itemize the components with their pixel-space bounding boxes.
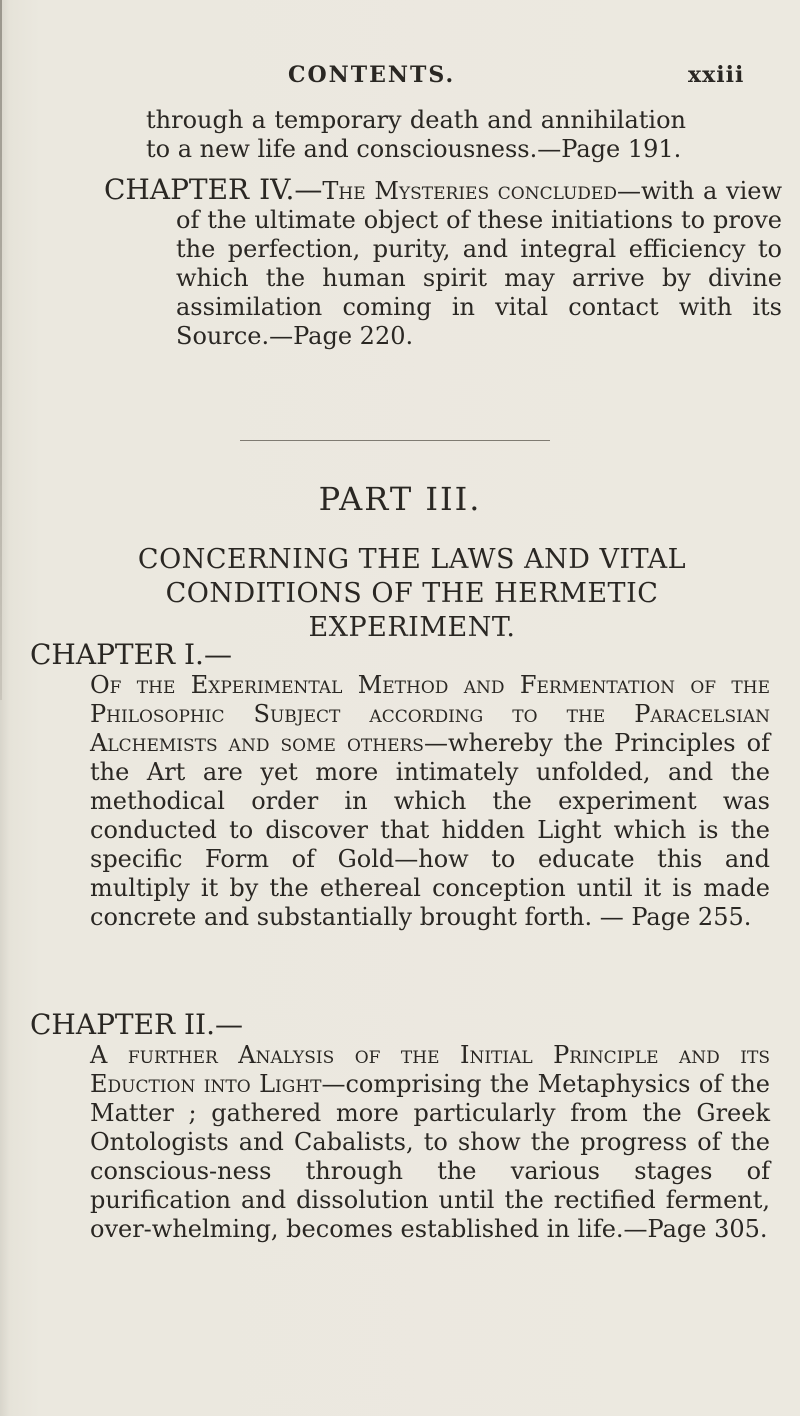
chapter-ii-entry bbox=[30, 1010, 770, 1244]
chapter-ii-title: A further Analysis of the Initial Principle and its Eduction into Light bbox=[90, 1041, 770, 1098]
chapter-ii-description: —comprising the Metaphysics of the Matter ; gathered more particularly from the Greek Ontologists and Cabalists, to show the progress of the conscious-ness through the various stages of purification and dissolution until the rectified ferment, over-whelming, becomes established in life.—Page 305. bbox=[90, 1070, 770, 1243]
chapter-ii-label: CHAPTER II.— bbox=[30, 1008, 244, 1041]
page-edge bbox=[0, 0, 2, 700]
chapter-iv-entry bbox=[104, 175, 782, 351]
page-number: xxiii bbox=[688, 62, 745, 88]
running-head-title: CONTENTS. bbox=[288, 62, 456, 88]
chapter-iv-label: CHAPTER IV.— bbox=[104, 173, 323, 206]
chapter-i-description: —whereby the Principles of the Art are yet more intimately unfolded, and the methodical order in which the experiment was conducted to discover that hidden Light which is the specific Form of Gold—how to educate this and multiply it by the ethereal conception until it is made concrete and substantially brought forth. — Page 255. bbox=[90, 729, 770, 931]
chapter-iv-title: The Mysteries concluded bbox=[322, 177, 617, 205]
running-head bbox=[0, 62, 800, 96]
chapter-i-entry bbox=[30, 640, 770, 932]
chapter-i-title: Of the Experimental Method and Fermentation of the Philosophic Subject according to the Paracelsian Alchemists and some others bbox=[90, 671, 770, 757]
chapter-iv-description: —with a view of the ultimate object of these initiations to prove the perfection, purity, and integral efficiency to which the human spirit may arrive by divine assimilation coming in vital contact with its Source.—Page 220. bbox=[176, 177, 783, 350]
part-heading: PART III. bbox=[318, 480, 482, 518]
continuation-paragraph: through a temporary death and annihilation to a new life and consciousness.—Page 191. bbox=[146, 106, 686, 163]
part-subtitle: CONCERNING THE LAWS AND VITAL CONDITIONS OF THE HERMETIC EXPERIMENT. bbox=[137, 544, 687, 643]
section-divider bbox=[240, 440, 550, 441]
chapter-i-label: CHAPTER I.— bbox=[30, 638, 232, 671]
